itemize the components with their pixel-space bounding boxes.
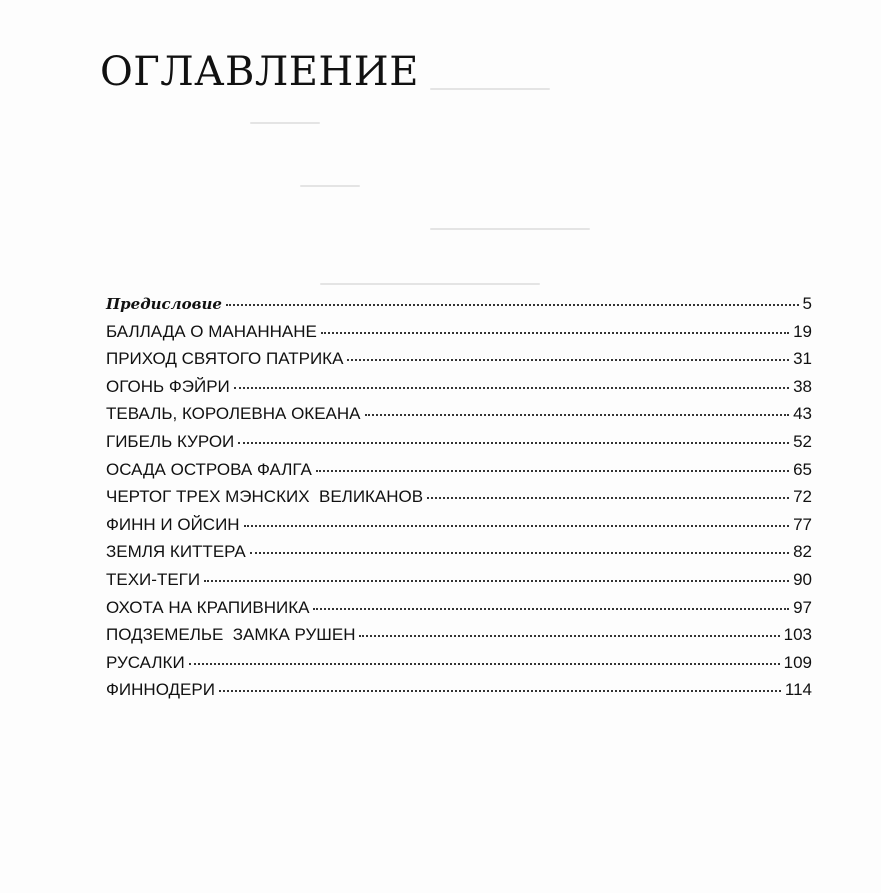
- toc-entry-title: ЗЕМЛЯ КИТТЕРА: [106, 542, 246, 562]
- toc-entry: [106, 625, 812, 653]
- toc-entry: [106, 322, 812, 350]
- bleed-through-mark: [430, 88, 550, 90]
- toc-entry: [106, 653, 812, 681]
- toc-entry: [106, 515, 812, 543]
- table-of-contents: [106, 294, 812, 708]
- toc-entry-title: ЧЕРТОГ ТРЕХ МЭНСКИХ ВЕЛИКАНОВ: [106, 487, 424, 507]
- toc-entry: [106, 542, 812, 570]
- toc-page-number: 109: [783, 652, 812, 672]
- toc-entry-title: ОСАДА ОСТРОВА ФАЛГА: [106, 459, 312, 479]
- toc-entry: [106, 404, 812, 432]
- dot-leader: [313, 608, 789, 610]
- dot-leader: [226, 304, 799, 306]
- toc-page-number: 65: [793, 459, 812, 479]
- toc-entry-title: Предисловие: [106, 295, 222, 313]
- toc-page-number: 90: [793, 569, 812, 589]
- toc-page-number: 5: [802, 294, 812, 313]
- toc-entry-title: ПОДЗЕМЕЛЬЕ ЗАМКА РУШЕН: [106, 625, 356, 645]
- dot-leader: [219, 690, 781, 692]
- toc-page-number: 31: [793, 349, 812, 369]
- toc-entry-title: ОГОНЬ ФЭЙРИ: [106, 376, 230, 396]
- dot-leader: [234, 387, 789, 389]
- dot-leader: [250, 552, 789, 554]
- toc-entry: [106, 680, 812, 708]
- toc-page-number: 82: [793, 542, 812, 562]
- toc-entry-title: ФИНН И ОЙСИН: [106, 514, 240, 534]
- dot-leader: [204, 580, 789, 582]
- toc-entry: [106, 349, 812, 377]
- bleed-through-mark: [300, 185, 360, 187]
- bleed-through-mark: [320, 283, 540, 285]
- toc-entry: [106, 570, 812, 598]
- toc-page-number: 43: [793, 404, 812, 424]
- dot-leader: [238, 442, 789, 444]
- toc-entry-title: ТЕВАЛЬ, КОРОЛЕВНА ОКЕАНА: [106, 404, 361, 424]
- dot-leader: [365, 414, 790, 416]
- toc-entry-title: РУСАЛКИ: [106, 652, 185, 672]
- page-title: ОГЛАВЛЕНИЕ: [100, 49, 419, 95]
- toc-entry-title: ТЕХИ-ТЕГИ: [106, 569, 201, 589]
- toc-page-number: 72: [793, 487, 812, 507]
- toc-entry-title: ГИБЕЛЬ КУРОИ: [106, 431, 235, 451]
- toc-page-number: 103: [783, 625, 812, 645]
- dot-leader: [321, 332, 789, 334]
- dot-leader: [189, 663, 780, 665]
- toc-entry-title: ПРИХОД СВЯТОГО ПАТРИКА: [106, 349, 344, 369]
- dot-leader: [347, 359, 789, 361]
- toc-page-number: 77: [793, 514, 812, 534]
- toc-entry: [106, 460, 812, 488]
- toc-page-number: 19: [793, 321, 812, 341]
- toc-entry-title: ОХОТА НА КРАПИВНИКА: [106, 597, 310, 617]
- toc-page-number: 52: [793, 431, 812, 451]
- dot-leader: [316, 470, 789, 472]
- toc-page-number: 114: [784, 680, 812, 700]
- toc-page-number: 97: [793, 597, 812, 617]
- toc-entry: [106, 487, 812, 515]
- toc-entry-title: БАЛЛАДА О МАНАННАНЕ: [106, 321, 317, 341]
- dot-leader: [427, 497, 789, 499]
- bleed-through-mark: [430, 228, 590, 230]
- toc-entry: [106, 598, 812, 626]
- toc-entry: [106, 294, 812, 322]
- dot-leader: [359, 635, 779, 637]
- toc-page-number: 38: [793, 376, 812, 396]
- bleed-through-mark: [250, 122, 320, 124]
- toc-entry: [106, 377, 812, 405]
- toc-entry: [106, 432, 812, 460]
- toc-entry-title: ФИННОДЕРИ: [106, 680, 215, 700]
- dot-leader: [244, 525, 790, 527]
